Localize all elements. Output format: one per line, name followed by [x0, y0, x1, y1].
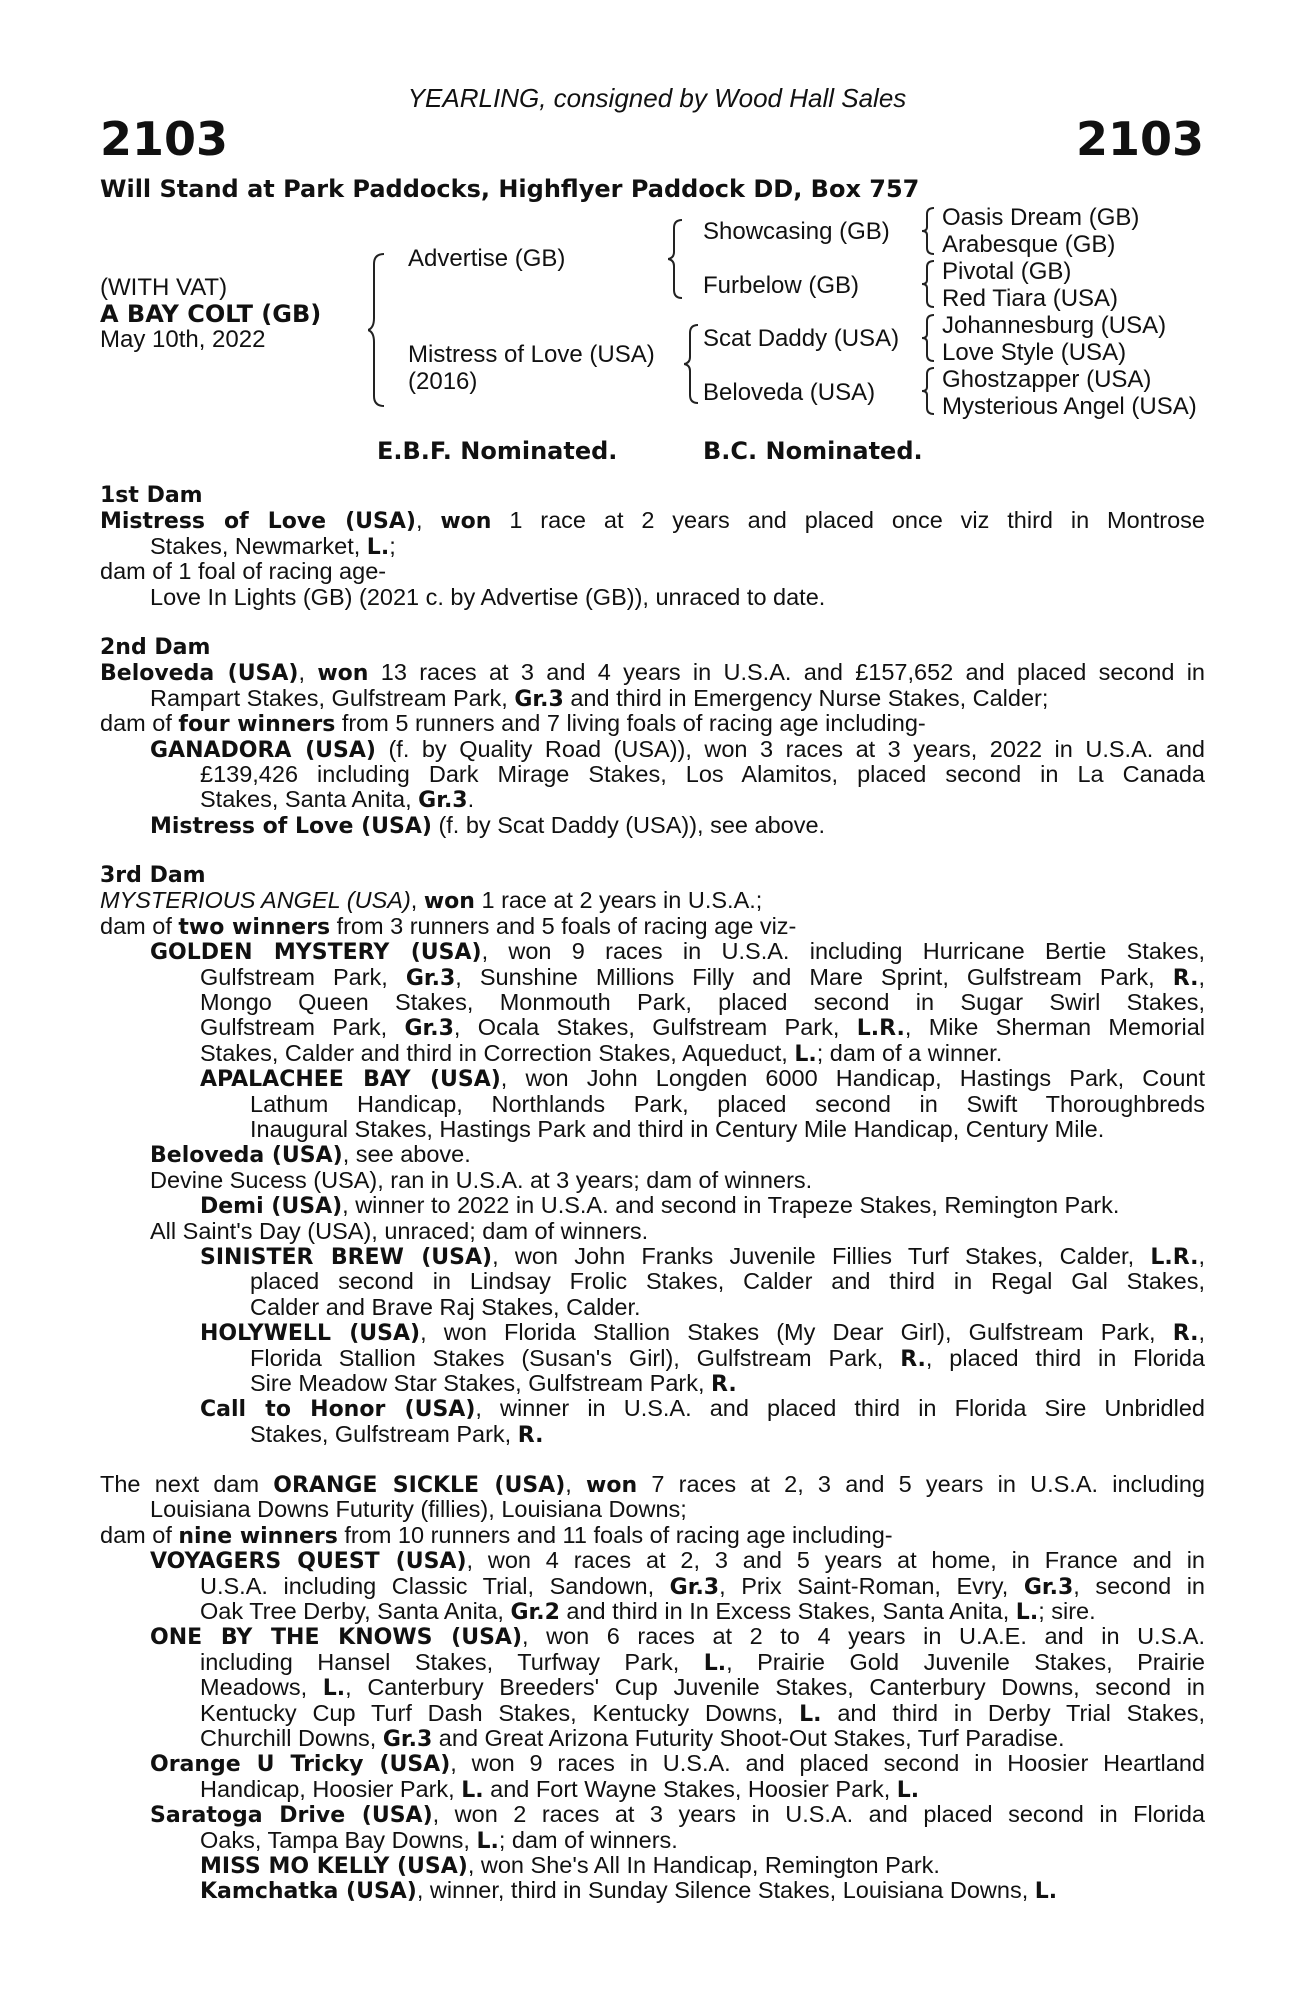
first-dam-line-3: dam of 1 foal of racing age-: [100, 558, 387, 585]
lot-number-right: 2103: [1075, 112, 1204, 166]
gen3-2: Arabesque (GB): [942, 231, 1116, 258]
catalogue-body: [100, 483, 1205, 1904]
gen3-4: Red Tiara (USA): [942, 285, 1119, 312]
next-dam-line-10: Kentucky Cup Turf Dash Stakes, Kentucky Downs, L. and third in Derby Trial Stakes,: [200, 1699, 1205, 1727]
dam-dam-name: Beloveda (USA): [703, 379, 876, 406]
dam-sire-name: Scat Daddy (USA): [703, 325, 900, 352]
third-dam-line-14: All Saint's Day (USA), unraced; dam of winners.: [150, 1217, 649, 1244]
next-dam-line-15: Oaks, Tampa Bay Downs, L.; dam of winners.: [200, 1826, 678, 1854]
third-dam-line-9: Lathum Handicap, Northlands Park, placed second in Swift Thoroughbreds: [250, 1090, 1205, 1117]
second-dam-line-3: dam of four winners from 5 runners and 7 living foals of racing age including-: [100, 710, 926, 738]
gen3-1: Oasis Dream (GB): [942, 204, 1140, 231]
third-dam-line-1: MYSTERIOUS ANGEL (USA), won 1 race at 2 years in U.S.A.;: [100, 887, 763, 915]
second-dam-line-6: Stakes, Santa Anita, Gr.3.: [200, 786, 475, 814]
next-dam-line-11: Churchill Downs, Gr.3 and Great Arizona Futurity Shoot-Out Stakes, Turf Paradise.: [200, 1724, 1065, 1752]
third-dam-line-6: Gulfstream Park, Gr.3, Ocala Stakes, Gulfstream Park, L.R., Mike Sherman Memorial: [200, 1014, 1205, 1042]
third-dam-line-19: Florida Stallion Stakes (Susan's Girl), Gulfstream Park, R., placed third in Florida: [250, 1344, 1205, 1372]
second-dam-line-4: GANADORA (USA) (f. by Quality Road (USA)), won 3 races at 3 years, 2022 in U.S.A. and: [150, 735, 1205, 763]
gen3-8: Mysterious Angel (USA): [942, 393, 1197, 420]
next-dam-line-9: Meadows, L., Canterbury Breeders' Cup Juvenile Stakes, Canterbury Downs, second in: [200, 1674, 1205, 1702]
next-dam-line-17: Kamchatka (USA), winner, third in Sunday Silence Stakes, Louisiana Downs, L.: [200, 1877, 1058, 1905]
horse-name: A BAY COLT (GB): [100, 300, 322, 328]
first-dam-line-4: Love In Lights (GB) (2021 c. by Advertise (GB)), unraced to date.: [150, 583, 826, 610]
next-dam-line-7: ONE BY THE KNOWS (USA), won 6 races at 2 to 4 years in U.A.E. and in U.S.A.: [150, 1623, 1205, 1651]
third-dam-line-7: Stakes, Calder and third in Correction Stakes, Aqueduct, L.; dam of a winner.: [200, 1039, 1003, 1067]
gen3-6: Love Style (USA): [942, 339, 1127, 366]
pedigree-brace-g3: [922, 313, 936, 363]
third-dam-line-20: Sire Meadow Star Stakes, Gulfstream Park, R.: [250, 1369, 737, 1397]
bc-nominated: B.C. Nominated.: [703, 437, 923, 465]
second-dam-line-7: Mistress of Love (USA) (f. by Scat Daddy (USA)), see above.: [150, 811, 826, 839]
third-dam-line-12: Devine Sucess (USA), ran in U.S.A. at 3 years; dam of winners.: [150, 1166, 813, 1193]
consignment-line: YEARLING, consigned by Wood Hall Sales: [407, 83, 907, 113]
sire-name: Advertise (GB): [408, 245, 566, 272]
dam-year: (2016): [408, 368, 478, 395]
third-dam-line-8: APALACHEE BAY (USA), won John Longden 6000 Handicap, Hastings Park, Count: [200, 1065, 1205, 1093]
pedigree-brace-g4: [922, 366, 936, 416]
third-dam-heading: 3rd Dam: [100, 863, 206, 889]
next-dam-line-3: dam of nine winners from 10 runners and 11 foals of racing age including-: [100, 1521, 893, 1549]
second-dam-line-2: Rampart Stakes, Gulfstream Park, Gr.3 and third in Emergency Nurse Stakes, Calder;: [150, 684, 1049, 712]
pedigree-brace-g1: [922, 206, 936, 256]
lot-number-left: 2103: [100, 112, 229, 166]
pedigree-brace-dam: [684, 323, 702, 405]
next-dam-line-13: Handicap, Hoosier Park, L. and Fort Wayne Stakes, Hoosier Park, L.: [200, 1775, 920, 1803]
third-dam-line-17: Calder and Brave Raj Stakes, Calder.: [250, 1293, 641, 1320]
sire-dam-name: Furbelow (GB): [703, 272, 860, 299]
gen3-5: Johannesburg (USA): [942, 312, 1167, 339]
pedigree-brace-g2: [922, 259, 936, 309]
next-dam-line-16: MISS MO KELLY (USA), won She's All In Handicap, Remington Park.: [200, 1851, 940, 1879]
third-dam-line-22: Stakes, Gulfstream Park, R.: [250, 1420, 544, 1448]
third-dam-line-3: GOLDEN MYSTERY (USA), won 9 races in U.S.A. including Hurricane Bertie Stakes,: [150, 938, 1206, 966]
second-dam-heading: 2nd Dam: [100, 634, 211, 660]
pedigree-brace-sire: [668, 218, 686, 300]
vat-note: (WITH VAT): [100, 274, 228, 301]
sire-sire-name: Showcasing (GB): [703, 218, 890, 245]
first-dam-heading: 1st Dam: [100, 483, 203, 508]
ebf-nominated: E.B.F. Nominated.: [377, 437, 618, 465]
third-dam-line-21: Call to Honor (USA), winner in U.S.A. and placed third in Florida Sire Unbridled: [200, 1395, 1205, 1423]
foaling-date: May 10th, 2022: [100, 326, 266, 353]
third-dam-line-15: SINISTER BREW (USA), won John Franks Juvenile Fillies Turf Stakes, Calder, L.R.,: [200, 1242, 1205, 1270]
third-dam-line-11: Beloveda (USA), see above.: [150, 1141, 471, 1169]
next-dam-line-14: Saratoga Drive (USA), won 2 races at 3 years in U.S.A. and placed second in Florida: [150, 1801, 1206, 1829]
third-dam-line-2: dam of two winners from 3 runners and 5 foals of racing age viz-: [100, 912, 797, 940]
gen3-3: Pivotal (GB): [942, 258, 1072, 285]
third-dam-line-5: Mongo Queen Stakes, Monmouth Park, placed second in Sugar Swirl Stakes,: [200, 989, 1205, 1016]
gen3-7: Ghostzapper (USA): [942, 366, 1152, 393]
next-dam-line-8: including Hansel Stakes, Turfway Park, L., Prairie Gold Juvenile Stakes, Prairie: [200, 1648, 1205, 1676]
next-dam-line-5: U.S.A. including Classic Trial, Sandown, Gr.3, Prix Saint-Roman, Evry, Gr.3, second in: [200, 1572, 1205, 1600]
next-dam-line-2: Louisiana Downs Futurity (fillies), Louisiana Downs;: [150, 1496, 687, 1523]
second-dam-line-1: Beloveda (USA), won 13 races at 3 and 4 years in U.S.A. and £157,652 and placed second in: [100, 659, 1205, 687]
third-dam-line-10: Inaugural Stakes, Hastings Park and third in Century Mile Handicap, Century Mile.: [250, 1115, 1105, 1142]
pedigree-brace-main: [368, 250, 390, 410]
next-dam-line-1: The next dam ORANGE SICKLE (USA), won 7 races at 2, 3 and 5 years in U.S.A. including: [100, 1471, 1205, 1499]
third-dam-line-13: Demi (USA), winner to 2022 in U.S.A. and second in Trapeze Stakes, Remington Park.: [200, 1192, 1120, 1220]
third-dam-line-18: HOLYWELL (USA), won Florida Stallion Stakes (My Dear Girl), Gulfstream Park, R.,: [200, 1319, 1205, 1347]
first-dam-line-1: Mistress of Love (USA), won 1 race at 2 years and placed once viz third in Montrose: [100, 507, 1205, 535]
second-dam-line-5: £139,426 including Dark Mirage Stakes, Los Alamitos, placed second in La Canada: [200, 760, 1205, 787]
third-dam-line-4: Gulfstream Park, Gr.3, Sunshine Millions Filly and Mare Sprint, Gulfstream Park, R.,: [200, 963, 1205, 991]
third-dam-line-16: placed second in Lindsay Frolic Stakes, Calder and third in Regal Gal Stakes,: [250, 1268, 1205, 1295]
next-dam-line-12: Orange U Tricky (USA), won 9 races in U.S.A. and placed second in Hoosier Heartland: [150, 1750, 1205, 1778]
next-dam-line-4: VOYAGERS QUEST (USA), won 4 races at 2, 3 and 5 years at home, in France and in: [150, 1547, 1205, 1575]
first-dam-line-2: Stakes, Newmarket, L.;: [150, 532, 396, 560]
stand-location: Will Stand at Park Paddocks, Highflyer Paddock DD, Box 757: [100, 175, 920, 203]
dam-name: Mistress of Love (USA): [408, 341, 655, 368]
next-dam-line-6: Oak Tree Derby, Santa Anita, Gr.2 and third in In Excess Stakes, Santa Anita, L.; sire.: [200, 1598, 1096, 1626]
